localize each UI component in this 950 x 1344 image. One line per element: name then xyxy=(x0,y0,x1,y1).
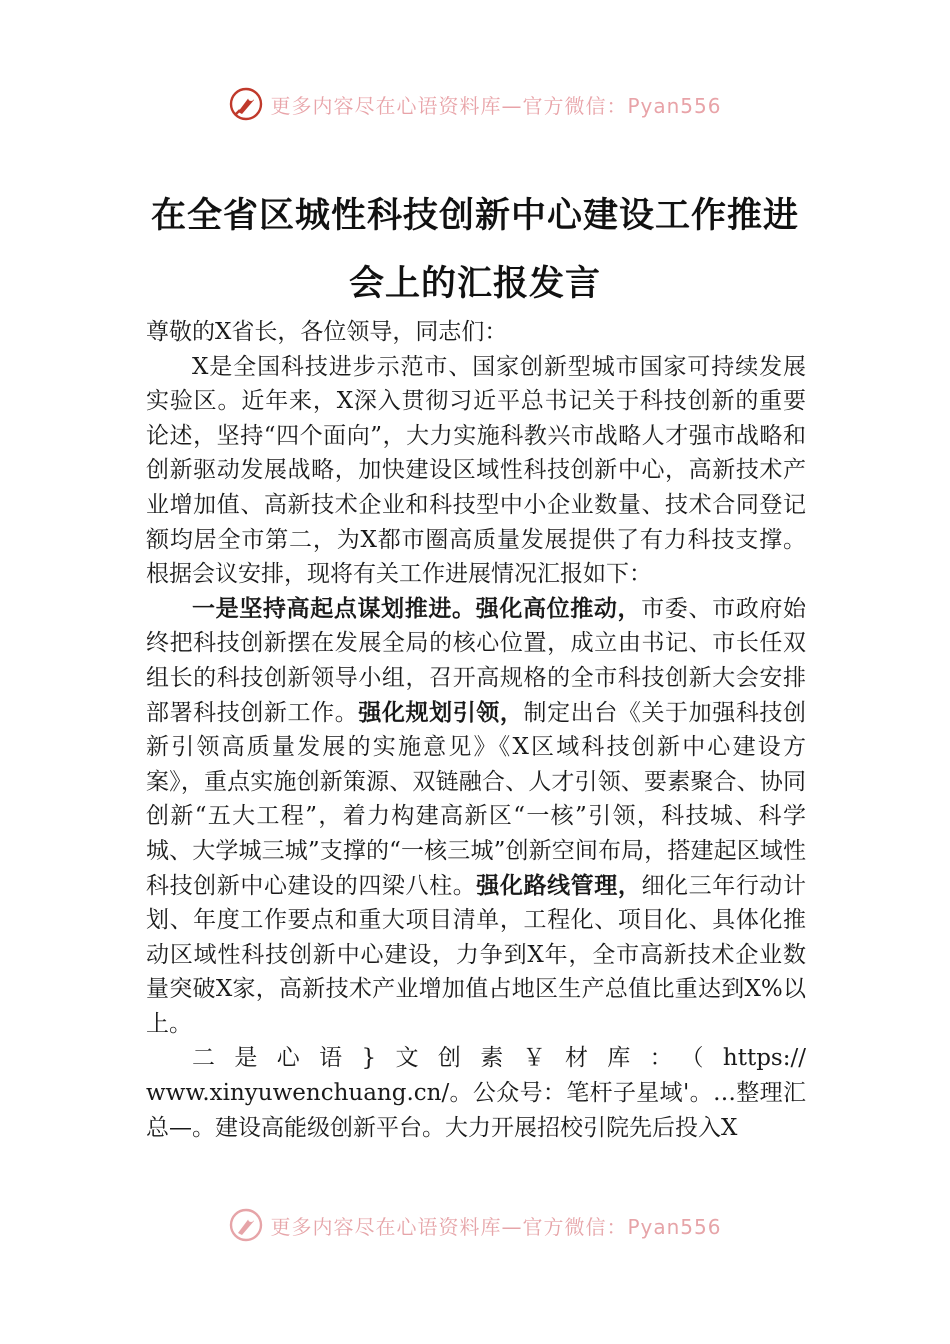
sub-heading-leadership: 强化高位推动， xyxy=(475,595,642,622)
salutation: 尊敬的X省长，各位领导，同志们： xyxy=(146,319,508,345)
paragraph-platform-line-1: 二是心语}文创素￥材库：（https:// xyxy=(192,1045,806,1072)
document-title-line-1: 在全省区城性科技创新中心建设工作推进 xyxy=(150,196,799,236)
footer-watermark-banner xyxy=(0,1208,950,1242)
paragraph-planning-heading: 一是坚持高起点谋划推进。 xyxy=(192,595,476,622)
paragraph-platform-continued: www.xinyuwenchuang.cn/。公众号：笔杆子星域'。…整理汇总—。建设高能级创新平台。大力开展招校引院先后投入X xyxy=(146,1080,806,1141)
pen-nib-logo-icon xyxy=(228,1208,264,1242)
sub-text-planning: 制定出台《关于加强科技创新引领高质量发展的实施意见》《X区域科技创新中心建设方案》，重点实施创新策源、双链融合、人才引领、要素聚合、协同创新“五大工程”，着力构建高新区“一核”引领，科技城、科学城、大学城三城”支撑的“一核三城”创新空间布局，搭建起区域性科技创新中心建设的四梁八柱。 xyxy=(146,699,807,899)
paragraph-introduction: X是全国科技进步示范市、国家创新型城市国家可持续发展实验区。近年来，X深入贯彻习近平总书记关于科技创新的重要论述，坚持“四个面向”，大力实施科教兴市战略人才强市战略和创新驱动发展战略，加快建设区域性科技创新中心，高新技术产业增加值、高新技术企业和科技型中小企业数量、技术合同登记额均居全市第二，为X都市圈高质量发展提供了有力科技支撑。根据会议安排，现将有关工作进展情况汇报如下： xyxy=(146,353,806,588)
document-body xyxy=(146,315,806,1145)
pen-nib-logo-icon xyxy=(228,86,264,122)
footer-watermark-text: 更多内容尽在心语资料库—官方微信：Pyan556 xyxy=(270,1214,722,1239)
paragraph-planning xyxy=(146,592,806,1042)
header-watermark-text: 更多内容尽在心语资料库—官方微信：Pyan556 xyxy=(270,93,722,118)
sub-heading-planning: 强化规划引领， xyxy=(358,699,524,726)
sub-text-route: 细化三年行动计划、年度工作要点和重大项目清单，工程化、项目化、具体化推动区域性科技创新中心建设，力争到X年，全市高新技术企业数量突破X家，高新技术产业增加值占地区生产总值比重达到X%以上。 xyxy=(146,872,807,1037)
sub-heading-route: 强化路线管理， xyxy=(476,872,642,899)
header-watermark-banner xyxy=(0,84,950,124)
document-title-line-2: 会上的汇报发言 xyxy=(348,264,601,304)
sub-text-leadership: 市委、市政府始终把科技创新摆在发展全局的核心位置，成立由书记、市长任双组长的科技创新领导小组，召开高规格的全市科技创新大会安排部署科技创新工作。 xyxy=(146,595,807,726)
